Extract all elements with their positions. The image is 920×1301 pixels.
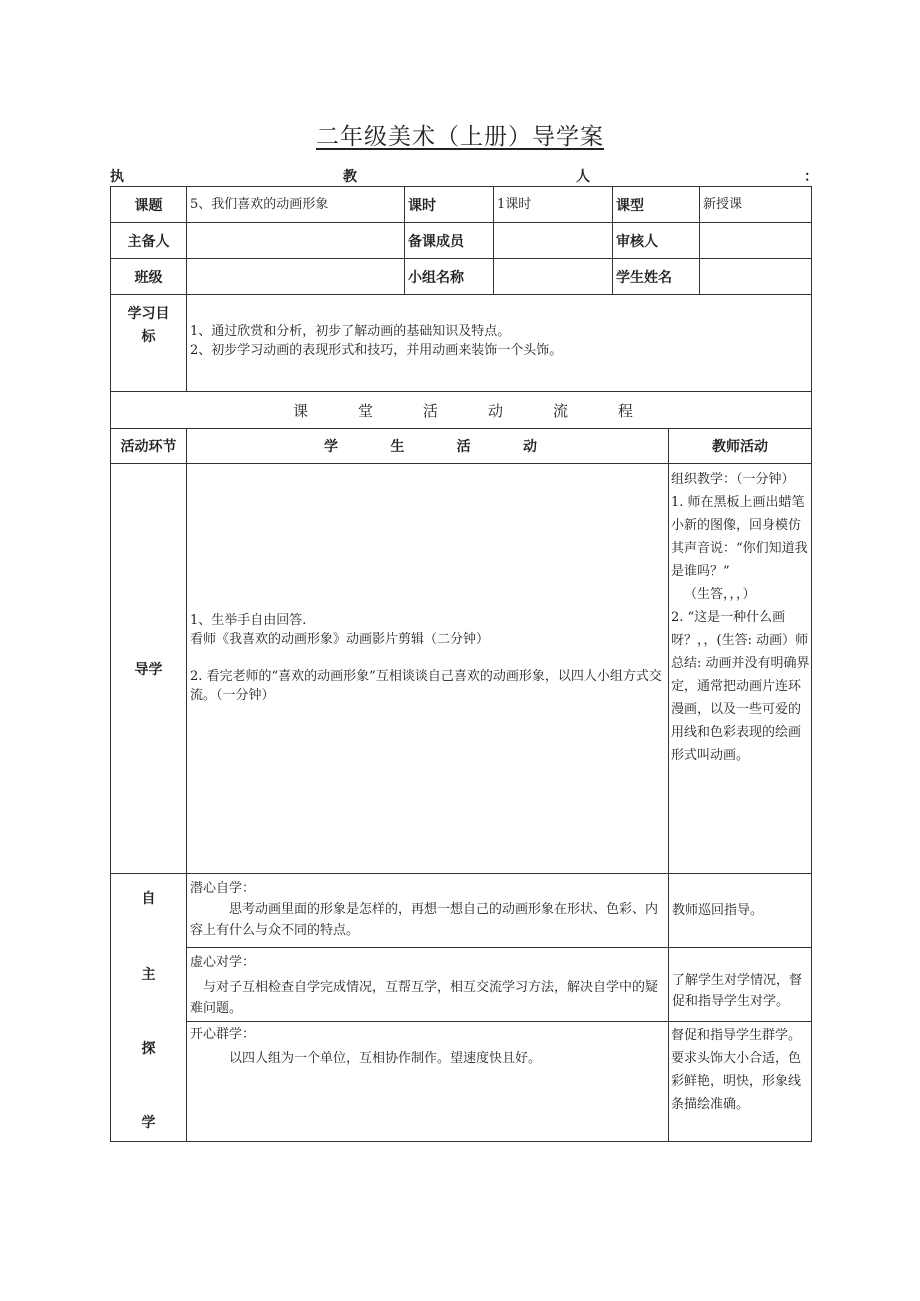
objective-item: 2、初步学习动画的表现形式和技巧，并用动画来装饰一个头饰。: [190, 343, 563, 358]
col-student-char: 生: [390, 439, 405, 455]
guide-student-line: 2. 看完老师的“喜欢的动画形象”互相谈谈自己喜欢的动画形象，以四人小组方式交流。（一分钟）: [190, 669, 662, 703]
guide-teacher-activity: [668, 463, 812, 874]
self-study-row-title: 虚心对学：: [190, 955, 256, 970]
objectives-label-line: 学习目: [127, 306, 170, 322]
objective-item: 1、通过欣赏和分析，初步了解动画的基础知识及特点。: [190, 324, 511, 339]
col-student-char: 学: [324, 439, 338, 455]
col-student-char: 活: [456, 439, 471, 455]
executor-char: 执: [110, 169, 124, 185]
members-label: 备课成员: [404, 222, 494, 259]
period-value: 1课时: [493, 186, 613, 223]
self-study-stage-char: 自: [141, 891, 156, 907]
reviewer-value: [699, 222, 812, 259]
group-label: 小组名称: [404, 258, 494, 295]
guide-student-line: 1、生举手自由回答.: [190, 613, 307, 628]
members-value: [493, 222, 613, 259]
col-student-header: [186, 428, 669, 464]
process-title-char: 动: [487, 401, 503, 420]
self-study-teacher-group: 督促和指导学生群学。要求头饰大小合适，色彩鲜艳，明快，形象线条描绘准确。: [668, 1021, 812, 1142]
topic-value: 5、我们喜欢的动画形象: [186, 186, 405, 223]
self-study-row-body: 与对子互相检查自学完成情况，互帮互学，相互交流学习方法，解决自学中的疑难问题。: [190, 980, 659, 1016]
self-study-stage-char: 主: [141, 967, 156, 983]
document-title: 二年级美术（上册）导学案: [316, 124, 604, 150]
self-study-stage-char: 探: [141, 1041, 156, 1057]
self-study-row-title: 开心群学：: [190, 1027, 256, 1042]
objectives-content: [186, 294, 812, 392]
col-teacher-header: 教师活动: [668, 428, 812, 464]
process-title-char: 堂: [357, 401, 373, 420]
class-label: 班级: [110, 258, 187, 295]
executor-char: 教: [343, 169, 357, 185]
guide-student-activity: [186, 463, 669, 874]
self-study-row-pair: [186, 947, 669, 1022]
guide-teacher-line: 2. “这是一种什么画呀？，，(生答: 动画）师总结: 动画并没有明确界定，通常把动画片连环漫画，以及一些可爱的用线和色彩表现的绘画形式叫动画。: [671, 610, 810, 763]
self-study-row-title: 潜心自学：: [190, 881, 256, 896]
self-study-row-group: [186, 1021, 669, 1142]
topic-label: 课题: [110, 186, 187, 223]
guide-teacher-line: （生答，，，）: [684, 587, 756, 602]
process-title-char: 课: [293, 401, 309, 420]
executor-char: ：: [804, 169, 818, 185]
col-student-char: 动: [522, 439, 537, 455]
objectives-label-line: 标: [141, 329, 156, 345]
process-title-char: 程: [617, 401, 633, 420]
self-study-row-body: 以四人组为一个单位，互相协作制作。望速度快且好。: [229, 1051, 542, 1066]
guide-teacher-line: 1. 师在黑板上画出蜡笔小新的图像，回身模仿其声音说：“你们知道我是谁吗？”: [671, 495, 808, 579]
preparer-value: [186, 222, 405, 259]
reviewer-label: 审核人: [612, 222, 700, 259]
self-study-stage-label: [110, 873, 187, 1142]
group-value: [493, 258, 613, 295]
period-label: 课时: [404, 186, 494, 223]
preparer-label: 主备人: [110, 222, 187, 259]
process-title-char: 流: [552, 401, 568, 420]
class-value: [186, 258, 405, 295]
col-stage-header: 活动环节: [110, 428, 187, 464]
self-study-teacher-solo: 教师巡回指导。: [668, 873, 812, 948]
process-title-char: 活: [422, 401, 438, 420]
type-label: 课型: [612, 186, 700, 223]
student-name-label: 学生姓名: [612, 258, 700, 295]
objectives-label: [110, 294, 187, 392]
process-title: [110, 391, 812, 429]
guide-stage-label: 导学: [110, 463, 187, 874]
executor-char: 人: [576, 169, 590, 185]
type-value: 新授课: [699, 186, 812, 223]
self-study-row-solo: [186, 873, 669, 948]
self-study-row-body: 思考动画里面的形象是怎样的，再想一想自己的动画形象在形状、色彩、内容上有什么与众不同的特点。: [190, 902, 659, 938]
executor-line: [110, 166, 818, 186]
guide-student-line: 看师《我喜欢的动画形象》动画影片剪辑（二分钟）: [190, 632, 490, 647]
guide-teacher-line: 组织教学：（一分钟）: [671, 472, 795, 487]
self-study-teacher-pair: 了解学生对学情况，督促和指导学生对学。: [668, 947, 812, 1022]
student-name-value: [699, 258, 812, 295]
self-study-stage-char: 学: [141, 1115, 156, 1131]
